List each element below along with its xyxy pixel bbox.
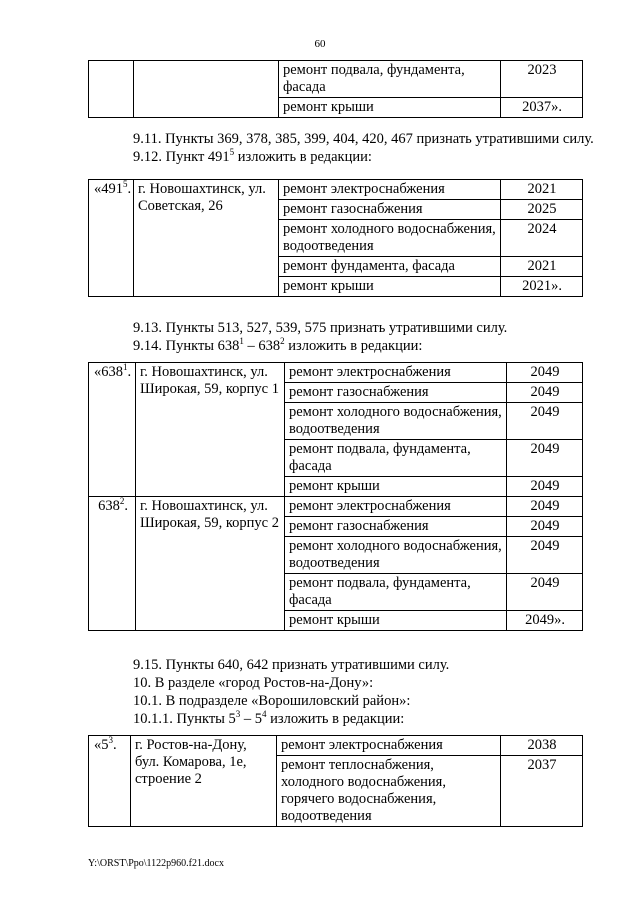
address-cell: г. Новошахтинск, ул. Советская, 26 (134, 180, 279, 297)
year-cell: 2025 (501, 200, 583, 220)
table-1 (88, 60, 583, 118)
work-cell: ремонт подвала, фундамента, фасада (285, 440, 507, 477)
text: 10.1.1. Пункты 5 (133, 711, 236, 727)
year-cell: 2049 (507, 383, 583, 403)
number-suffix: . (113, 737, 117, 753)
work-cell: ремонт холодного водоснабжения, водоотведения (285, 403, 507, 440)
text: изложить в редакции: (284, 338, 423, 354)
text: изложить в редакции: (234, 149, 372, 165)
year-cell: 2049 (507, 574, 583, 611)
year-cell: 2037 (501, 756, 583, 827)
work-cell: ремонт электроснабжения (285, 363, 507, 383)
text: изложить в редакции: (266, 711, 405, 727)
work-cell: ремонт электроснабжения (285, 497, 507, 517)
number-suffix: . (127, 181, 132, 197)
address-cell: г. Новошахтинск, ул. Широкая, 59, корпус 1 (136, 363, 285, 497)
work-cell: ремонт теплоснабжения, холодного водоснабжения, горячего водоснабжения, водоотведения (277, 756, 501, 827)
paragraph-9-14 (133, 337, 422, 355)
table-row (89, 497, 583, 517)
work-cell: ремонт газоснабжения (285, 517, 507, 537)
work-cell: ремонт холодного водоснабжения, водоотведения (285, 537, 507, 574)
paragraph-10: 10. В разделе «город Ростов-на-Дону»: (133, 675, 374, 691)
year-cell: 2049 (507, 517, 583, 537)
item-number (89, 736, 131, 827)
number-text: «638 (94, 364, 123, 380)
superscript: 3 (108, 735, 113, 746)
superscript: 2 (280, 336, 285, 347)
address-cell: г. Ростов-на-Дону, бул. Комарова, 1е, строение 2 (131, 736, 277, 827)
paragraph-10-1-1 (133, 710, 404, 728)
work-cell: ремонт подвала, фундамента, фасада (279, 61, 501, 98)
paragraph-10-1: 10.1. В подразделе «Ворошиловский район»: (133, 693, 411, 709)
year-cell: 2021». (501, 277, 583, 297)
table-row (89, 363, 583, 383)
year-cell: 2037». (501, 98, 583, 118)
number-text: 638 (98, 498, 120, 514)
superscript: 1 (123, 362, 128, 373)
item-number (89, 180, 134, 297)
superscript: 4 (262, 709, 267, 720)
number-text: «491 (94, 181, 123, 197)
page-number: 60 (314, 38, 326, 50)
work-cell: ремонт холодного водоснабжения, водоотведения (279, 220, 501, 257)
paragraph-9-12 (133, 148, 372, 166)
work-cell: ремонт крыши (285, 611, 507, 631)
work-cell: ремонт газоснабжения (279, 200, 501, 220)
number-text: «5 (94, 737, 109, 753)
work-cell: ремонт крыши (279, 98, 501, 118)
table-4 (88, 735, 583, 827)
year-cell: 2049 (507, 440, 583, 477)
number-cell (89, 61, 134, 118)
year-cell: 2021 (501, 257, 583, 277)
work-cell: ремонт крыши (279, 277, 501, 297)
superscript: 2 (119, 496, 125, 507)
address-cell: г. Новошахтинск, ул. Широкая, 59, корпус 2 (136, 497, 285, 631)
table-row (89, 61, 583, 98)
number-suffix: . (127, 364, 132, 380)
year-cell: 2049 (507, 363, 583, 383)
year-cell: 2038 (501, 736, 583, 756)
year-cell: 2049 (507, 477, 583, 497)
superscript: 5 (123, 179, 128, 190)
superscript: 3 (235, 709, 241, 720)
year-cell: 2049». (507, 611, 583, 631)
paragraph-9-13: 9.13. Пункты 513, 527, 539, 575 признать утратившими силу. (133, 320, 508, 336)
text: 9.12. Пункт 491 (133, 149, 230, 165)
footer-file-path: Y:\ORST\Ppo\1122p960.f21.docx (88, 858, 224, 869)
year-cell: 2023 (501, 61, 583, 98)
table-row (89, 736, 583, 756)
year-cell: 2049 (507, 497, 583, 517)
work-cell: ремонт фундамента, фасада (279, 257, 501, 277)
table-3 (88, 362, 583, 631)
paragraph-9-11: 9.11. Пункты 369, 378, 385, 399, 404, 420, 467 признать утратившими силу. (133, 131, 594, 147)
work-cell: ремонт газоснабжения (285, 383, 507, 403)
item-number (89, 497, 136, 631)
text: 9.14. Пункты 638 (133, 338, 240, 354)
work-cell: ремонт электроснабжения (277, 736, 501, 756)
paragraph-9-15: 9.15. Пункты 640, 642 признать утратившими силу. (133, 657, 450, 673)
year-cell: 2021 (501, 180, 583, 200)
address-cell (134, 61, 279, 118)
table-row (89, 180, 583, 200)
item-number (89, 363, 136, 497)
year-cell: 2049 (507, 537, 583, 574)
table-2 (88, 179, 583, 297)
work-cell: ремонт электроснабжения (279, 180, 501, 200)
superscript: 5 (229, 147, 235, 158)
superscript: 1 (239, 336, 244, 347)
year-cell: 2049 (507, 403, 583, 440)
text: – 5 (240, 711, 263, 727)
text: – 638 (243, 338, 281, 354)
year-cell: 2024 (501, 220, 583, 257)
work-cell: ремонт крыши (285, 477, 507, 497)
work-cell: ремонт подвала, фундамента, фасада (285, 574, 507, 611)
number-suffix: . (124, 498, 128, 514)
